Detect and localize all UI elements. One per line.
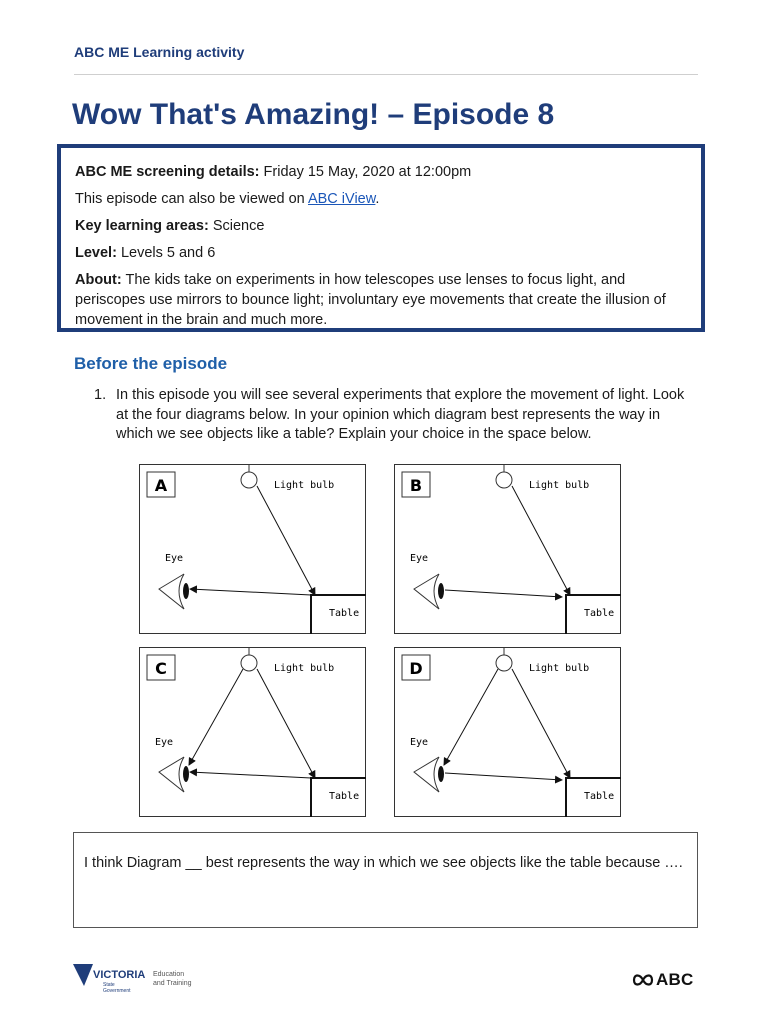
bulb-label: Light bulb xyxy=(529,480,590,491)
key-learning-areas: Key learning areas: Science xyxy=(75,218,265,234)
diagram-c xyxy=(139,647,366,817)
answer-prompt: I think Diagram __ best represents the way in which we see objects like the table because …. xyxy=(84,855,683,871)
diagram-letter: A xyxy=(154,476,168,495)
header-divider xyxy=(74,74,698,75)
bulb-label: Light bulb xyxy=(529,663,590,674)
eye-label: Eye xyxy=(410,737,429,748)
diagram-letter: C xyxy=(155,659,167,678)
iview-line: This episode can also be viewed on ABC iView. xyxy=(75,191,380,207)
question-text: In this episode you will see several experiments that explore the movement of light. Look at the four diagrams below. In your opinion which diagram best represents the way in which we see objects like a table? Explain your choice in the space below. xyxy=(116,387,685,442)
eye-label: Eye xyxy=(165,553,184,564)
bulb-label: Light bulb xyxy=(274,663,335,674)
diagram-a xyxy=(139,464,366,634)
question-1 xyxy=(94,386,698,445)
answer-box[interactable] xyxy=(73,832,698,928)
light-bulb-icon xyxy=(241,472,257,488)
vic-name: VICTORIA xyxy=(93,969,146,981)
table-label: Table xyxy=(584,608,615,619)
vic-sub1: State xyxy=(103,982,115,988)
diagram-letter: D xyxy=(409,659,423,678)
vic-sub2: Government xyxy=(103,988,131,994)
table-label: Table xyxy=(329,791,360,802)
dept-line2: and Training xyxy=(153,980,192,987)
bulb-label: Light bulb xyxy=(274,480,335,491)
light-bulb-icon xyxy=(496,655,512,671)
table-label: Table xyxy=(329,608,360,619)
header-label: ABC ME Learning activity xyxy=(74,44,245,60)
abc-logo xyxy=(632,970,693,993)
level-line: Level: Levels 5 and 6 xyxy=(75,245,216,261)
table-label: Table xyxy=(584,791,615,802)
abc-iview-link[interactable]: ABC iView xyxy=(307,191,376,207)
eye-label: Eye xyxy=(410,553,429,564)
question-number: 1. xyxy=(94,387,107,403)
abc-lissajous-icon xyxy=(632,972,654,993)
dept-line1: Education xyxy=(153,971,185,978)
episode-details-box xyxy=(57,144,705,332)
page-title: Wow That's Amazing! – Episode 8 xyxy=(72,98,555,131)
light-bulb-icon xyxy=(241,655,257,671)
eye-label: Eye xyxy=(155,737,174,748)
victoria-government-logo xyxy=(73,962,203,996)
section-heading: Before the episode xyxy=(74,354,228,373)
screening-details: ABC ME screening details: Friday 15 May, 2020 at 12:00pm xyxy=(75,164,472,180)
victoria-logo-icon xyxy=(73,964,93,986)
diagram-b xyxy=(394,464,621,634)
diagram-letter: B xyxy=(409,476,423,495)
diagram-d xyxy=(394,647,621,817)
about-line: About: The kids take on experiments in how telescopes use lenses to focus light, and periscopes use mirrors to bounce light; involuntary eye movements that create the illusion of movement in the brain and much more. xyxy=(75,272,666,328)
light-bulb-icon xyxy=(496,472,512,488)
abc-wordmark: ABC xyxy=(656,970,694,989)
